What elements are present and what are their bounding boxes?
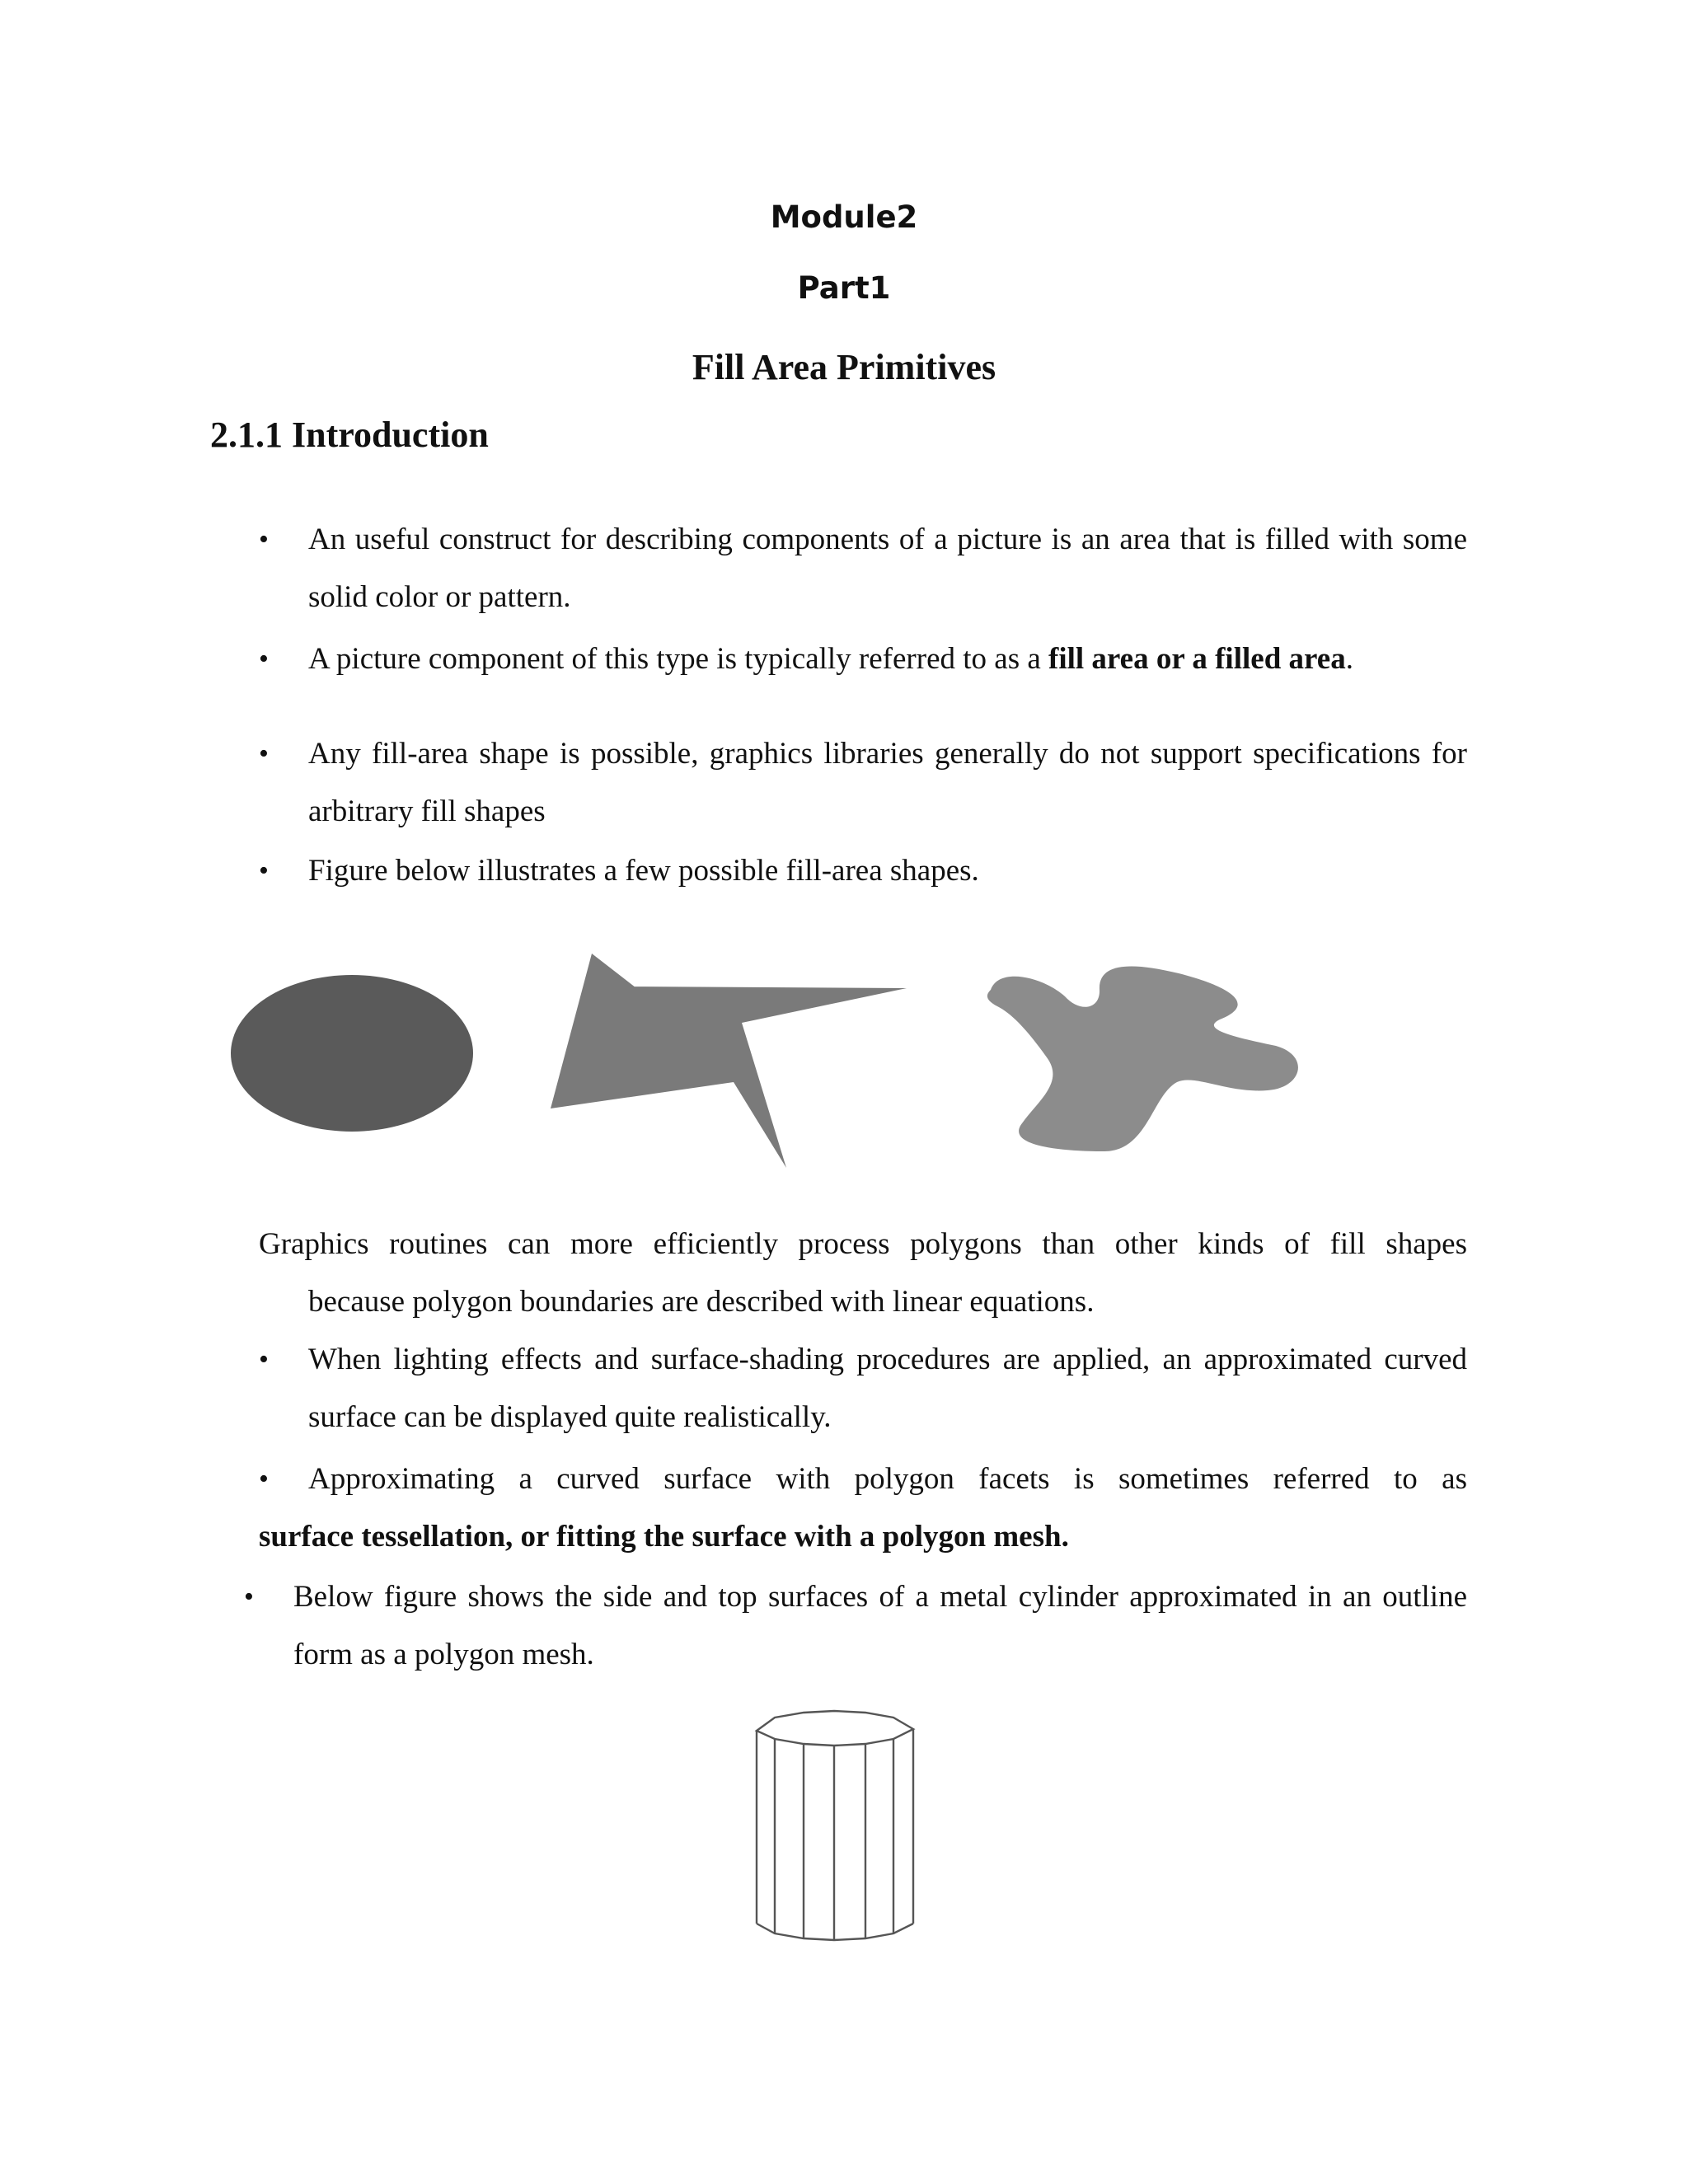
bold-term-tessellation: surface tessellation, or fitting the surface with a polygon mesh. [259,1520,1069,1554]
self-intersecting-polygon-shape [551,954,907,1168]
bullet-marker: • [259,738,269,769]
bullet-marker: • [259,1464,269,1494]
paragraph-polygon-efficiency-cont: because polygon boundaries are described with linear equations. [308,1285,1095,1319]
fill-area-shapes-figure [223,944,1319,1174]
bullet-marker: • [259,855,269,886]
bullet-marker: • [259,524,269,555]
paragraph-tessellation: Approximating a curved surface with polygon facets is sometimes referred to as [308,1462,1467,1496]
part-heading: Part1 [797,270,891,306]
paragraph-lighting-effects: When lighting effects and surface-shading procedures are applied, an approximated curved surface can be displayed quite realistically. [308,1343,1467,1434]
filled-ellipse-shape [231,975,473,1132]
bullet-marker: • [259,1344,269,1375]
polygon-mesh-cylinder-figure [742,1706,931,1953]
paragraph-text: A picture component of this type is typically referred to as a [308,642,1049,676]
bold-term: fill area or a filled area [1048,642,1346,676]
paragraph-arbitrary-shapes: Any fill-area shape is possible, graphics libraries generally do not support specifications for arbitrary fill shapes [308,737,1467,828]
bullet-marker: • [259,644,269,674]
curved-blob-shape [987,966,1298,1151]
paragraph-fill-area-term [308,630,1467,688]
module-heading: Module2 [770,199,918,235]
paragraph-cylinder-mesh: Below figure shows the side and top surfaces of a metal cylinder approximated in an outline form as a polygon mesh. [293,1580,1467,1671]
bullet-marker: • [244,1582,254,1612]
paragraph-text: . [1345,642,1353,676]
cylinder-top-face [757,1711,913,1746]
section-heading: 2.1.1 Introduction [210,415,489,455]
page-title: Fill Area Primitives [692,347,996,387]
paragraph-line: Graphics routines can more efficiently process polygons than other kinds of fill shapes [259,1227,1467,1261]
paragraph-fill-construct: An useful construct for describing components of a picture is an area that is filled with some solid color or pattern. [308,523,1467,614]
paragraph-polygon-efficiency [259,1216,1467,1273]
paragraph-figure-intro: Figure below illustrates a few possible fill-area shapes. [308,854,979,888]
